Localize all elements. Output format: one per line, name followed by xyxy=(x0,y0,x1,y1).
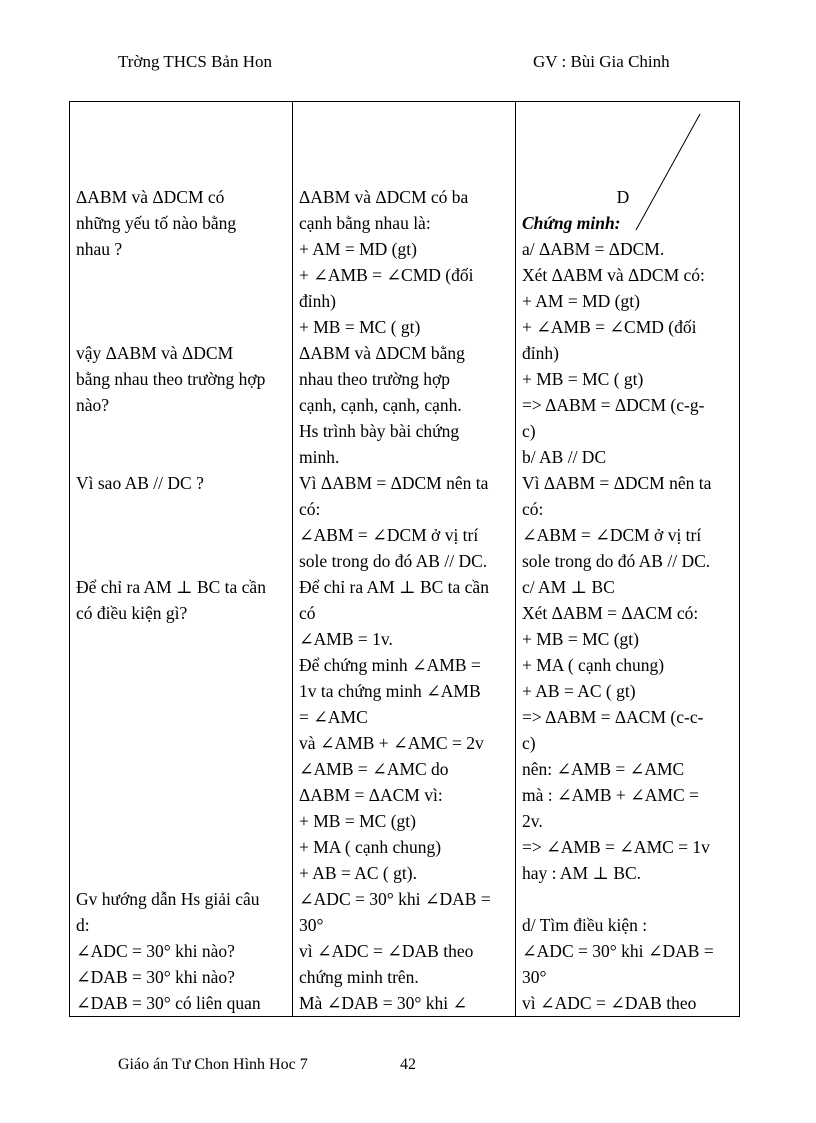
col1-line: ∠ADC = 30° khi nào? xyxy=(76,941,235,961)
col2-line: ∠ABM = ∠DCM ở vị trí xyxy=(299,525,479,545)
col3-line: => ∠AMB = ∠AMC = 1v xyxy=(522,837,710,857)
col2-line: Mà ∠DAB = 30° khi ∠ xyxy=(299,993,468,1013)
col3-line: Xét ΔABM = ΔACM có: xyxy=(522,603,699,623)
col2-line: + MB = MC ( gt) xyxy=(299,317,421,337)
col1-line: có điều kiện gì? xyxy=(76,603,188,623)
col2-line: Vì ΔABM = ΔDCM nên ta xyxy=(299,473,489,493)
col3-line: đỉnh) xyxy=(522,343,559,363)
col2-line: + AB = AC ( gt). xyxy=(299,863,417,883)
col1-line: nào? xyxy=(76,395,110,415)
col3-line: + ∠AMB = ∠CMD (đối xyxy=(522,317,697,337)
col3-line: 2v. xyxy=(522,811,543,831)
col1-line xyxy=(76,860,287,886)
col3-line: sole trong do đó AB // DC. xyxy=(522,551,711,571)
col2-line: nhau theo trường hợp xyxy=(299,369,450,389)
col1-line xyxy=(76,756,287,782)
col2-line: + ∠AMB = ∠CMD (đối xyxy=(299,265,474,285)
col1-line: ∠DAB = 30° khi nào? xyxy=(76,967,235,987)
col2-line: Hs trình bày bài chứng xyxy=(299,421,460,441)
col3-line: => ΔABM = ΔDCM (c-g- xyxy=(522,395,705,415)
col2-line: minh. xyxy=(299,447,340,467)
col1-line xyxy=(76,496,287,522)
col1-line: bằng nhau theo trường hợp xyxy=(76,369,266,389)
col1-line xyxy=(76,678,287,704)
col1-line xyxy=(76,522,287,548)
col1-line xyxy=(76,808,287,834)
geometry-figure-line xyxy=(603,112,713,242)
col3-line: c) xyxy=(522,421,536,441)
col1-line xyxy=(76,730,287,756)
col1-line: ∠DAB = 30° có liên quan xyxy=(76,993,261,1013)
col2-line: có xyxy=(299,603,316,623)
col3-line: a/ ΔABM = ΔDCM. xyxy=(522,239,665,259)
col3-line: D xyxy=(616,187,630,207)
teacher-questions-column xyxy=(70,102,293,1017)
col3-line: nên: ∠AMB = ∠AMC xyxy=(522,759,685,779)
footer-title: Giáo án Tư Chon Hình Hoc 7 xyxy=(118,1056,308,1073)
col2-line: = ∠AMC xyxy=(299,707,368,727)
col3-line: vì ∠ADC = ∠DAB theo xyxy=(522,993,697,1013)
col1-line xyxy=(76,834,287,860)
col2-line: sole trong do đó AB // DC. xyxy=(299,551,488,571)
col2-line: vì ∠ADC = ∠DAB theo xyxy=(299,941,474,961)
col1-line: vậy ΔABM và ΔDCM xyxy=(76,343,234,363)
col3-line: Chứng minh: xyxy=(522,213,621,233)
col3-line xyxy=(522,886,734,912)
col2-line: Để chứng minh ∠AMB = xyxy=(299,655,481,675)
col3-line: mà : ∠AMB + ∠AMC = xyxy=(522,785,699,805)
col1-line: ΔABM và ΔDCM có xyxy=(76,187,225,207)
col3-line: Vì ΔABM = ΔDCM nên ta xyxy=(522,473,712,493)
col1-line: d: xyxy=(76,915,90,935)
col2-line: + MA ( cạnh chung) xyxy=(299,837,442,857)
col3-line: hay : AM ⊥ BC. xyxy=(522,863,642,883)
col2-line: đỉnh) xyxy=(299,291,336,311)
col2-line: + AM = MD (gt) xyxy=(299,239,417,259)
col3-line: 30° xyxy=(522,967,547,987)
col2-line: ΔABM = ΔACM vì: xyxy=(299,785,443,805)
col1-line xyxy=(76,444,287,470)
col3-line: + MB = MC ( gt) xyxy=(522,369,644,389)
col1-line xyxy=(76,782,287,808)
student-answers-column xyxy=(293,102,516,1017)
col1-line xyxy=(76,626,287,652)
col2-line: cạnh bằng nhau là: xyxy=(299,213,431,233)
col2-line: có: xyxy=(299,499,321,519)
col2-line: và ∠AMB + ∠AMC = 2v xyxy=(299,733,484,753)
col3-line: => ΔABM = ΔACM (c-c- xyxy=(522,707,704,727)
col3-line: + AM = MD (gt) xyxy=(522,291,640,311)
col2-line: Để chỉ ra AM ⊥ BC ta cần xyxy=(299,577,489,597)
col1-line xyxy=(76,704,287,730)
col2-line: ∠ADC = 30° khi ∠DAB = xyxy=(299,889,491,909)
col2-line: cạnh, cạnh, cạnh, cạnh. xyxy=(299,395,462,415)
col1-line: Để chỉ ra AM ⊥ BC ta cần xyxy=(76,577,266,597)
col2-line: chứng minh trên. xyxy=(299,967,419,987)
col2-line: ∠AMB = 1v. xyxy=(299,629,393,649)
header-teacher: GV : Bùi Gia Chinh xyxy=(533,52,670,71)
col1-line xyxy=(76,262,287,288)
col1-line: nhau ? xyxy=(76,239,123,259)
col1-line xyxy=(76,652,287,678)
col2-line: ∠AMB = ∠AMC do xyxy=(299,759,449,779)
col3-line: d/ Tìm điều kiện : xyxy=(522,915,648,935)
col2-line: ΔABM và ΔDCM bằng xyxy=(299,343,465,363)
col1-line xyxy=(76,418,287,444)
col3-line: b/ AB // DC xyxy=(522,447,607,467)
col3-line: Xét ΔABM và ΔDCM có: xyxy=(522,265,705,285)
col3-line: + AB = AC ( gt) xyxy=(522,681,636,701)
col3-line: + MB = MC (gt) xyxy=(522,629,639,649)
col1-line xyxy=(76,288,287,314)
col3-line: ∠ABM = ∠DCM ở vị trí xyxy=(522,525,702,545)
col2-line: ΔABM và ΔDCM có ba xyxy=(299,187,469,207)
col1-line xyxy=(76,314,287,340)
col3-line: c) xyxy=(522,733,536,753)
col2-line: 30° xyxy=(299,915,324,935)
header-school: Trờng THCS Bản Hon xyxy=(118,52,272,71)
col3-line: có: xyxy=(522,499,544,519)
col2-line: + MB = MC (gt) xyxy=(299,811,416,831)
col3-line: + MA ( cạnh chung) xyxy=(522,655,665,675)
page-number: 42 xyxy=(400,1056,416,1073)
col3-line: ∠ADC = 30° khi ∠DAB = xyxy=(522,941,714,961)
col1-line: Vì sao AB // DC ? xyxy=(76,473,204,493)
col1-line xyxy=(76,548,287,574)
col3-line: c/ AM ⊥ BC xyxy=(522,577,615,597)
col2-line: 1v ta chứng minh ∠AMB xyxy=(299,681,481,701)
col1-line: những yếu tố nào bằng xyxy=(76,213,237,233)
col1-line: Gv hướng dẫn Hs giải câu xyxy=(76,889,260,909)
